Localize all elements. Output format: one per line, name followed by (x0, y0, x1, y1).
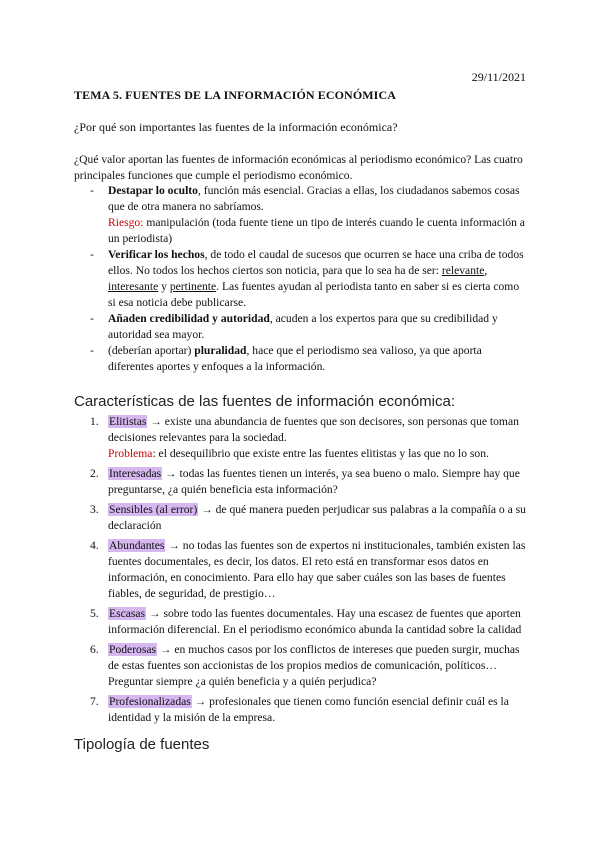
document-date: 29/11/2021 (471, 70, 526, 84)
list-item (74, 466, 526, 498)
item-number: 3. (90, 503, 99, 516)
dash-bullet: - (90, 312, 94, 325)
separator: y (158, 280, 170, 293)
highlighted-term: Profesionalizadas (109, 695, 191, 708)
function-text: , hace que el periodismo sea valioso, ya que aporta diferentes aportes y enfoques a la información. (108, 344, 482, 373)
dash-bullet: - (90, 248, 94, 261)
problem-text: : el desequilibrio que existe entre las fuentes elitistas y las que no lo son. (152, 447, 489, 460)
highlighted-term: Interesadas (109, 467, 162, 480)
highlighted-term: Sensibles (al error) (109, 503, 198, 516)
item-text: → existe una abundancia de fuentes que son decisores, son personas que toman decisiones relevantes para la sociedad. (108, 415, 519, 444)
section-heading-characteristics: Características de las fuentes de información económica: (74, 393, 456, 410)
highlighted-term: Poderosas (109, 643, 157, 656)
highlighted-term: Abundantes (109, 539, 165, 552)
function-text: , de todo el caudal de sucesos que ocurren se hace una criba de todos ellos. No todos los hechos ciertos son noticia, para que lo sea ha de ser: (108, 248, 524, 277)
question-line: ¿Por qué son importantes las fuentes de la información económica? (74, 120, 398, 134)
item-text: → no todas las fuentes son de expertos ni institucionales, también existen las fuentes documentales, es decir, los datos. El reto está en transformar esos datos en información, en conocimiento. Para ello hay que saber cuáles son las bases de fuentes fiables, de seguridad, de prestigio… (108, 539, 526, 600)
separator: , (484, 264, 488, 277)
list-item (74, 311, 526, 343)
highlighted-term: Escasas (109, 607, 146, 620)
item-text: → todas las fuentes tienen un interés, ya sea bueno o malo. Siempre hay que preguntarse, ¿a quién beneficia esta información? (108, 467, 520, 496)
function-text-2: . Las fuentes ayudan al periodista tanto en saber si es cierta como si esa noticia debe publicarse. (108, 280, 520, 309)
problem-label: Problema (108, 447, 153, 460)
underlined-word: interesante (108, 280, 159, 293)
list-item (74, 502, 526, 534)
item-number: 2. (90, 467, 99, 480)
list-item (74, 694, 526, 726)
list-item (74, 247, 526, 311)
dash-bullet: - (90, 344, 94, 357)
function-bold: Verificar los hechos (108, 248, 205, 261)
dash-bullet: - (90, 184, 94, 197)
page-title: TEMA 5. FUENTES DE LA INFORMACIÓN ECONÓMICA (74, 88, 396, 102)
item-text: → sobre todo las fuentes documentales. Hay una escasez de fuentes que aporten información diferencial. En el periodismo económico abunda la cantidad sobre la calidad (108, 607, 522, 636)
underlined-word: pertinente (169, 280, 217, 293)
item-text: → en muchos casos por los conflictos de intereses que pueden surgir, muchas de estas fuentes son accionistas de los propios medios de comunicación, políticos… Preguntar siempre ¿a quién beneficia y a quién perjudica? (108, 643, 520, 688)
item-number: 5. (90, 607, 99, 620)
function-bold: pluralidad (194, 344, 247, 357)
list-item (74, 538, 526, 602)
section-heading-typology: Tipología de fuentes (74, 736, 210, 753)
risk-text: manipulación (toda fuente tiene un tipo de interés cuando le cuenta información a un periodista) (108, 216, 525, 245)
item-number: 7. (90, 695, 99, 708)
functions-list (74, 183, 526, 375)
list-item (74, 642, 526, 690)
function-text: , función más esencial. Gracias a ellas, los ciudadanos sabemos cosas que de otra manera no sabríamos. (108, 184, 520, 213)
list-item (74, 343, 526, 375)
function-bold: Destapar lo oculto (108, 184, 198, 197)
risk-label: Riesgo: (108, 216, 144, 229)
list-item (74, 414, 526, 462)
characteristics-list (74, 414, 526, 730)
intro-paragraph: ¿Qué valor aportan las fuentes de información económicas al periodismo económico? Las cuatro principales funciones que cumple el periodismo económico. (74, 153, 523, 182)
item-number: 6. (90, 643, 99, 656)
list-item (74, 183, 526, 247)
list-item (74, 606, 526, 638)
function-bold: Añaden credibilidad y autoridad (108, 312, 270, 325)
item-text: → profesionales que tienen como función esencial definir cuál es la identidad y la misión de la empresa. (108, 695, 509, 724)
underlined-word: relevante (441, 264, 485, 277)
highlighted-term: Elitistas (109, 415, 147, 428)
item-number: 4. (90, 539, 99, 552)
function-pre: (deberían aportar) (108, 344, 195, 357)
item-text: → de qué manera pueden perjudicar sus palabras a la compañía o a su declaración (108, 503, 526, 532)
function-text: , acuden a los expertos para que su credibilidad y autoridad sea mayor. (108, 312, 498, 341)
item-number: 1. (90, 415, 99, 428)
